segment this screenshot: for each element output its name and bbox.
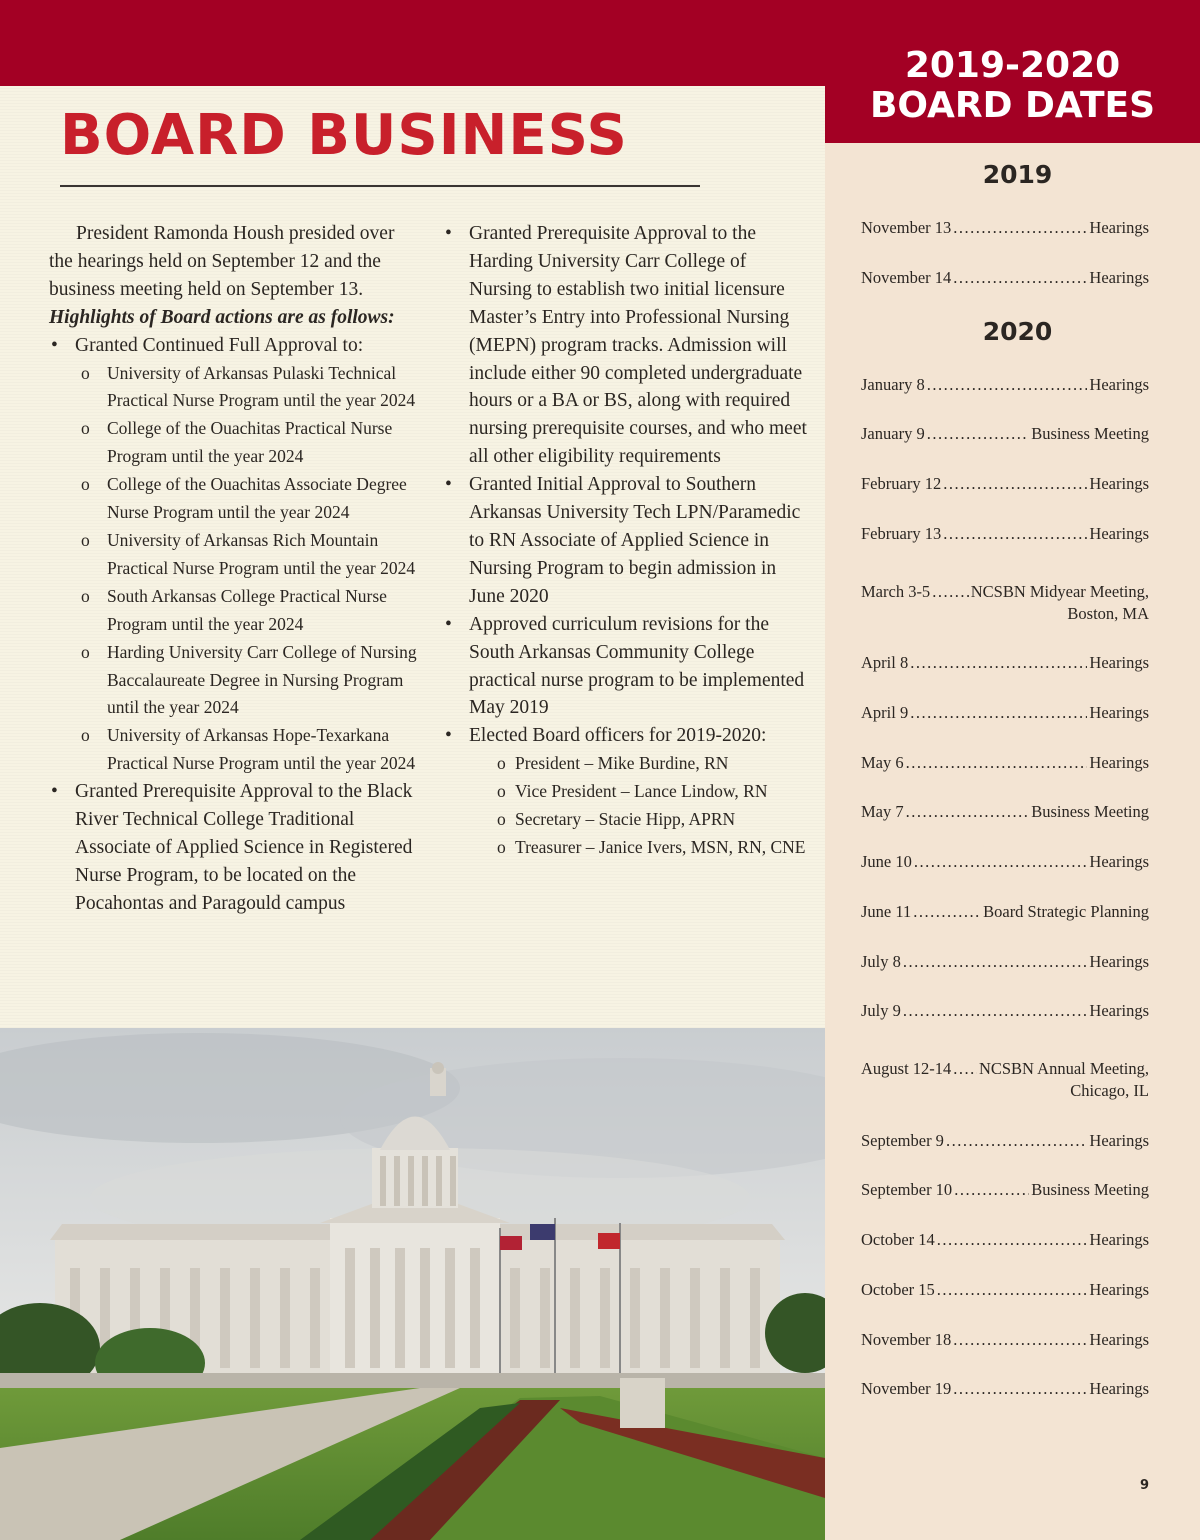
approval-item: o Harding University Carr College of Nursing Baccalaureate Degree in Nursing Program until the year 2024 [49,639,419,723]
dot-leader [943,523,1087,545]
dot-leader [954,1179,1029,1201]
dot-leader [906,752,1088,774]
board-event-label: Hearings [1089,952,1149,971]
dot-leader [910,702,1087,724]
board-event-label: Hearings [1089,852,1149,871]
board-event-label: Hearings [1089,474,1149,493]
board-date-label: March 3-5 [861,582,931,601]
dot-leader [937,1279,1088,1301]
dot-leader [913,901,981,923]
dot-leader [953,1378,1087,1400]
approval-item: o College of the Ouachitas Practical Nurse Program until the year 2024 [49,415,419,471]
dot-leader [946,1130,1087,1152]
board-date-label: November 13 [861,218,952,237]
sidebar-heading-title: BOARD DATES [869,85,1156,126]
board-event-label: Hearings [1089,653,1149,672]
board-date-row [861,752,1149,774]
board-event-label: Board Strategic Planning [983,902,1149,921]
board-event-label: Hearings [1089,1280,1149,1299]
board-date-row [861,851,1149,873]
board-date-row [861,801,1149,823]
board-event-location: Boston, MA [1067,604,1149,623]
officer-item: o President – Mike Burdine, RN [443,750,813,778]
bullet-prerequisite-harding: • Granted Prerequisite Approval to the Harding University Carr College of Nursing to establish two initial licensure Master’s Entry into Professional Nursing (MEPN) program tracks. Admission will include either 90 completed undergraduate hours or a BA or BS, along with required nursing prerequisite courses, and who meet all other eligibility requirements [443,220,813,471]
board-date-row [861,374,1149,396]
board-date-row [861,1329,1149,1351]
board-date-row [861,702,1149,724]
board-event-label: Business Meeting [1031,1180,1149,1199]
bullet-initial-approval: • Granted Initial Approval to Southern Arkansas University Tech LPN/Paramedic to RN Associate of Applied Science in Nursing Program to begin admission in June 2020 [443,471,813,611]
dot-leader [937,1229,1088,1251]
capitol-illustration [0,1028,825,1540]
board-event-label: Hearings [1089,753,1149,772]
board-date-label: April 8 [861,653,909,672]
board-date-row [861,1058,1149,1080]
board-date-label: September 10 [861,1180,953,1199]
article-column-left [49,220,419,918]
board-date-row [861,901,1149,923]
board-date-row [861,217,1149,239]
board-date-row [861,423,1149,445]
board-date-label: October 14 [861,1230,935,1249]
board-date-row [861,1179,1149,1201]
board-date-label: January 8 [861,375,925,394]
board-date-label: November 19 [861,1379,952,1398]
board-event-label: NCSBN Midyear Meeting, [970,582,1149,601]
board-event-label: Business Meeting [1031,802,1149,821]
board-date-label: May 7 [861,802,904,821]
officer-item: o Treasurer – Janice Ivers, MSN, RN, CNE [443,834,813,862]
board-date-row [861,581,1149,603]
bullet-board-officers: • Elected Board officers for 2019-2020: [443,722,813,750]
board-event-label: Hearings [1089,375,1149,394]
officer-item: o Vice President – Lance Lindow, RN [443,778,813,806]
dot-leader [932,581,969,603]
officer-item: o Secretary – Stacie Hipp, APRN [443,806,813,834]
intro-paragraph: President Ramonda Housh presided over the hearings held on September 12 and the business meeting held on September 13. Highlights of Board actions are as follows: [49,223,395,328]
board-event-label: Hearings [1089,218,1149,237]
approval-item: o University of Arkansas Pulaski Technical Practical Nurse Program until the year 2024 [49,360,419,416]
dot-leader [903,1000,1088,1022]
board-date-row [861,1378,1149,1400]
board-event-label: Hearings [1089,703,1149,722]
dot-leader [953,267,1087,289]
sidebar-heading-years: 2019-2020 [904,45,1121,86]
board-date-label: January 9 [861,424,925,443]
approval-item: o University of Arkansas Hope-Texarkana Practical Nurse Program until the year 2024 [49,722,419,778]
board-event-label: Business Meeting [1031,424,1149,443]
title-divider [60,185,700,187]
approval-item: o College of the Ouachitas Associate Degree Nurse Program until the year 2024 [49,471,419,527]
board-event-label: Hearings [1089,524,1149,543]
dot-leader [927,423,1030,445]
board-date-label: November 18 [861,1330,952,1349]
dot-leader [953,1058,977,1080]
board-event-label: Hearings [1089,1230,1149,1249]
board-date-label: May 6 [861,753,904,772]
board-date-row [861,1130,1149,1152]
page-title: BOARD BUSINESS [60,103,628,168]
page-number: 9 [1140,1478,1150,1493]
board-date-label: September 9 [861,1131,944,1150]
board-date-label: June 10 [861,852,912,871]
board-date-label: October 15 [861,1280,935,1299]
approval-item: o University of Arkansas Rich Mountain Practical Nurse Program until the year 2024 [49,527,419,583]
board-date-row [861,951,1149,973]
dot-leader [903,951,1088,973]
dot-leader [906,801,1030,823]
board-date-row [861,652,1149,674]
dot-leader [943,473,1087,495]
board-event-label: Hearings [1089,1001,1149,1020]
board-date-label: February 12 [861,474,942,493]
year-heading-2019: 2019 [982,160,1053,189]
board-date-label: July 8 [861,952,901,971]
board-date-label: July 9 [861,1001,901,1020]
board-event-label: NCSBN Annual Meeting, [978,1059,1149,1078]
dot-leader [953,1329,1087,1351]
board-date-label: June 11 [861,902,912,921]
capitol-photo [0,1028,825,1540]
article-column-right [443,220,813,862]
year-heading-2020: 2020 [982,317,1053,346]
approval-item: o South Arkansas College Practical Nurse Program until the year 2024 [49,583,419,639]
board-date-label: February 13 [861,524,942,543]
dot-leader [953,217,1087,239]
board-date-row [861,1279,1149,1301]
board-date-row [861,1229,1149,1251]
board-event-label: Hearings [1089,1131,1149,1150]
bullet-prerequisite-black-river: • Granted Prerequisite Approval to the Black River Technical College Traditional Associate of Applied Science in Registered Nurse Program, to be located on the Pocahontas and Paragould campus [49,778,419,918]
dot-leader [927,374,1088,396]
bullet-curriculum-revisions: • Approved curriculum revisions for the South Arkansas Community College practical nurse program to be implemented May 2019 [443,611,813,723]
board-date-row [861,473,1149,495]
dot-leader [910,652,1087,674]
board-date-row [861,523,1149,545]
board-event-location: Chicago, IL [1070,1081,1149,1100]
board-event-label: Hearings [1089,268,1149,287]
board-date-label: April 9 [861,703,909,722]
sidebar-header [825,0,1200,143]
board-event-label: Hearings [1089,1379,1149,1398]
board-event-label: Hearings [1089,1330,1149,1349]
intro-emphasis: Highlights of Board actions are as follows: [49,306,395,328]
board-date-label: August 12-14 [861,1059,952,1078]
board-date-row [861,267,1149,289]
dot-leader [914,851,1088,873]
board-date-row [861,1000,1149,1022]
board-date-label: November 14 [861,268,952,287]
bullet-continued-approval: • Granted Continued Full Approval to: [49,332,419,360]
